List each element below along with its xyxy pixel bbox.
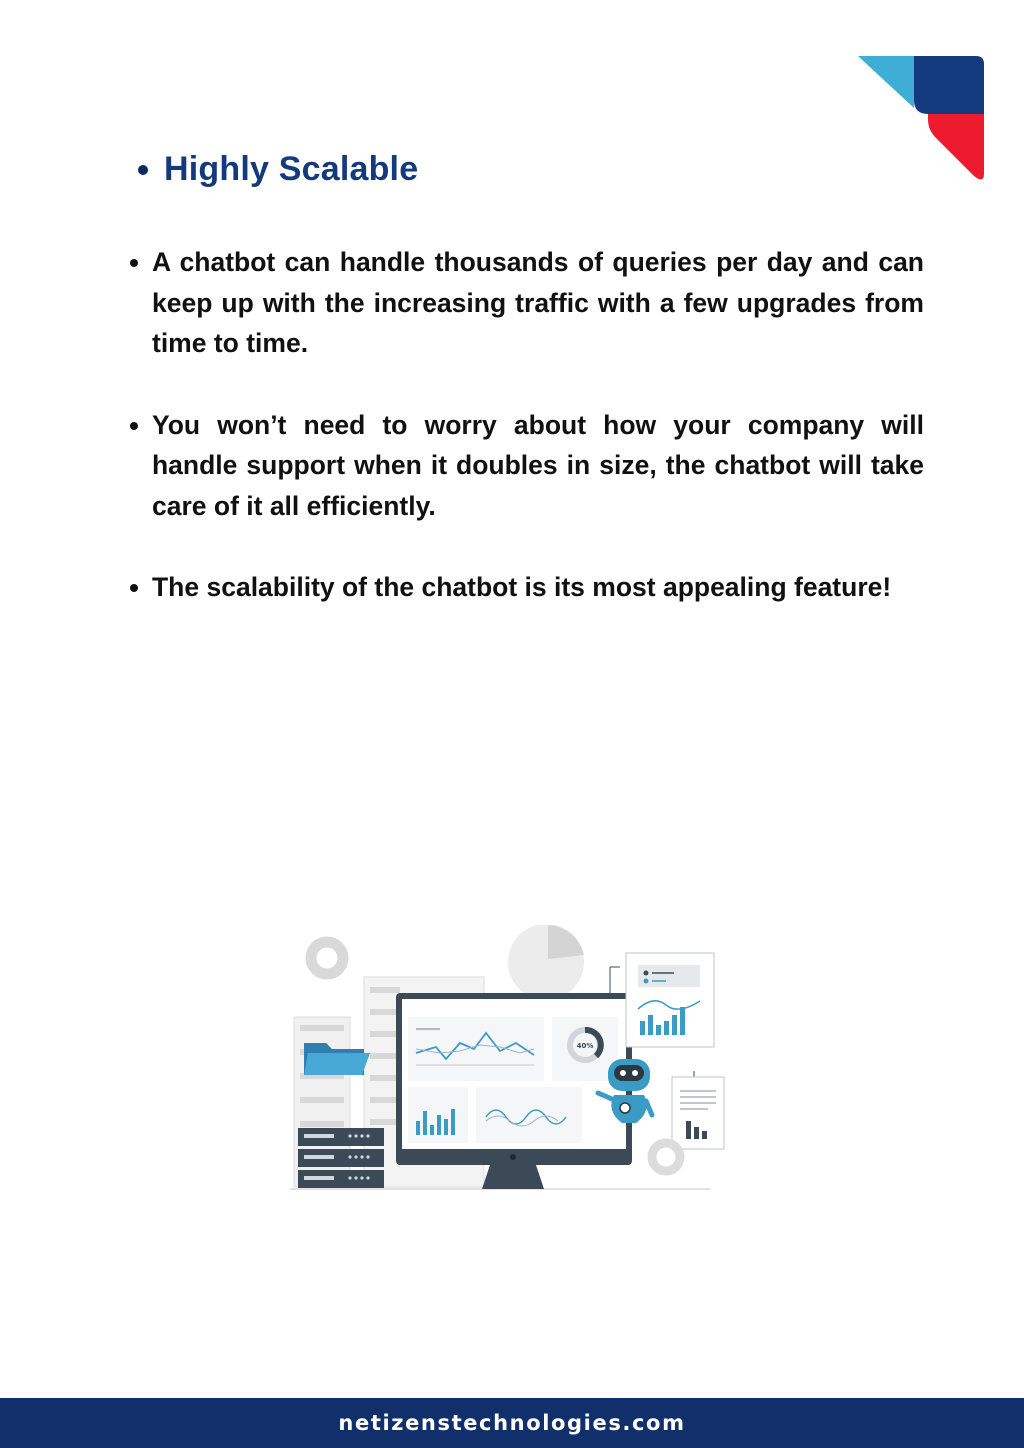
pie-chart-icon <box>508 925 584 1000</box>
donut-chart-icon <box>311 942 343 974</box>
server-stack-icon <box>298 1128 384 1188</box>
footer-bar <box>0 1398 1024 1448</box>
heading-bullet-icon <box>138 165 148 175</box>
report-card-icon <box>610 953 714 1047</box>
document-icon <box>672 1071 724 1149</box>
footer-website: netizenstechnologies.com <box>338 1411 686 1435</box>
bullet-item: You won’t need to worry about how your company will handle support when it doubles in size, the chatbot will take care of it all efficiently. <box>130 405 924 527</box>
small-donut-icon <box>652 1143 680 1171</box>
donut-percent-label: 40% <box>576 1042 594 1050</box>
brand-logo-icon <box>858 56 984 182</box>
bullet-item: A chatbot can handle thousands of queries per day and can keep up with the increasing traffic with a few upgrades from time to time. <box>130 242 924 364</box>
bullet-list <box>130 242 924 649</box>
bullet-item: The scalability of the chatbot is its most appealing feature! <box>130 567 924 608</box>
chatbot-analytics-illustration <box>290 925 730 1195</box>
section-heading-row <box>138 150 418 189</box>
section-heading: Highly Scalable <box>164 150 419 188</box>
